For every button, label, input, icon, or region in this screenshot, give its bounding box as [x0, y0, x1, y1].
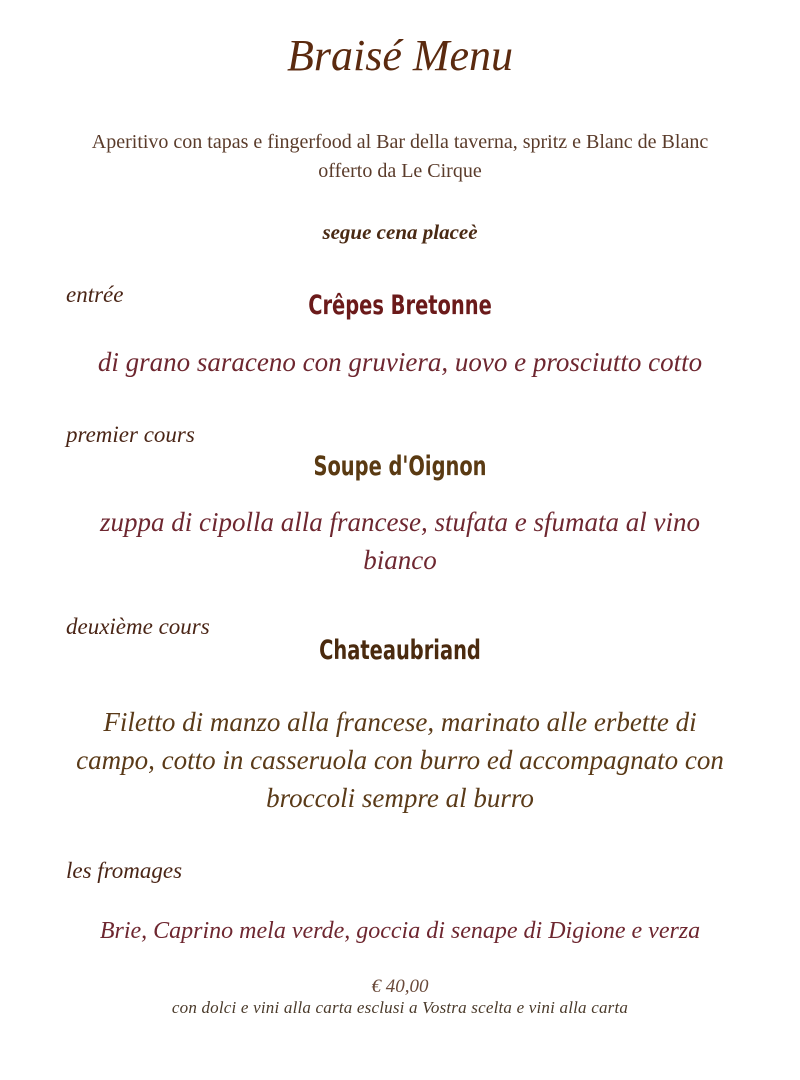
course-label-deuxieme-cours: deuxième cours [66, 614, 210, 639]
dish-description-premier-cours: zuppa di cipolla alla francese, stufata e sfumata al vino bianco [100, 507, 700, 575]
course-label-les-fromages: les fromages [66, 858, 183, 883]
menu-price: € 40,00 [371, 976, 429, 997]
dish-description-entree: di grano saraceno con gruviera, uovo e prosciutto cotto [97, 347, 703, 377]
dish-soupe-doignon: Soupe d'Oignon [313, 451, 487, 482]
menu-title: Braisé Menu [286, 31, 514, 80]
dish-description-deuxieme-cours: Filetto di manzo alla francese, marinato alle erbette di campo, cotto in casseruola con burro ed accompagnato con broccoli sempre al burro [76, 707, 724, 813]
dish-crepes-bretonne: Crêpes Bretonne [308, 290, 492, 321]
course-label-entree: entrée [66, 282, 124, 307]
course-label-premier-cours: premier cours [66, 422, 195, 447]
dinner-subtitle: segue cena placeè [322, 220, 478, 244]
dish-description-les-fromages: Brie, Caprino mela verde, goccia di senape di Digione e verza [99, 918, 701, 944]
intro-text: Aperitivo con tapas e fingerfood al Bar della taverna, spritz e Blanc de Blanc offerto da Le Cirque [91, 131, 709, 182]
menu-note: con dolci e vini alla carta esclusi a Vostra scelta e vini alla carta [171, 998, 629, 1017]
dish-chateaubriand: Chateaubriand [319, 635, 481, 666]
